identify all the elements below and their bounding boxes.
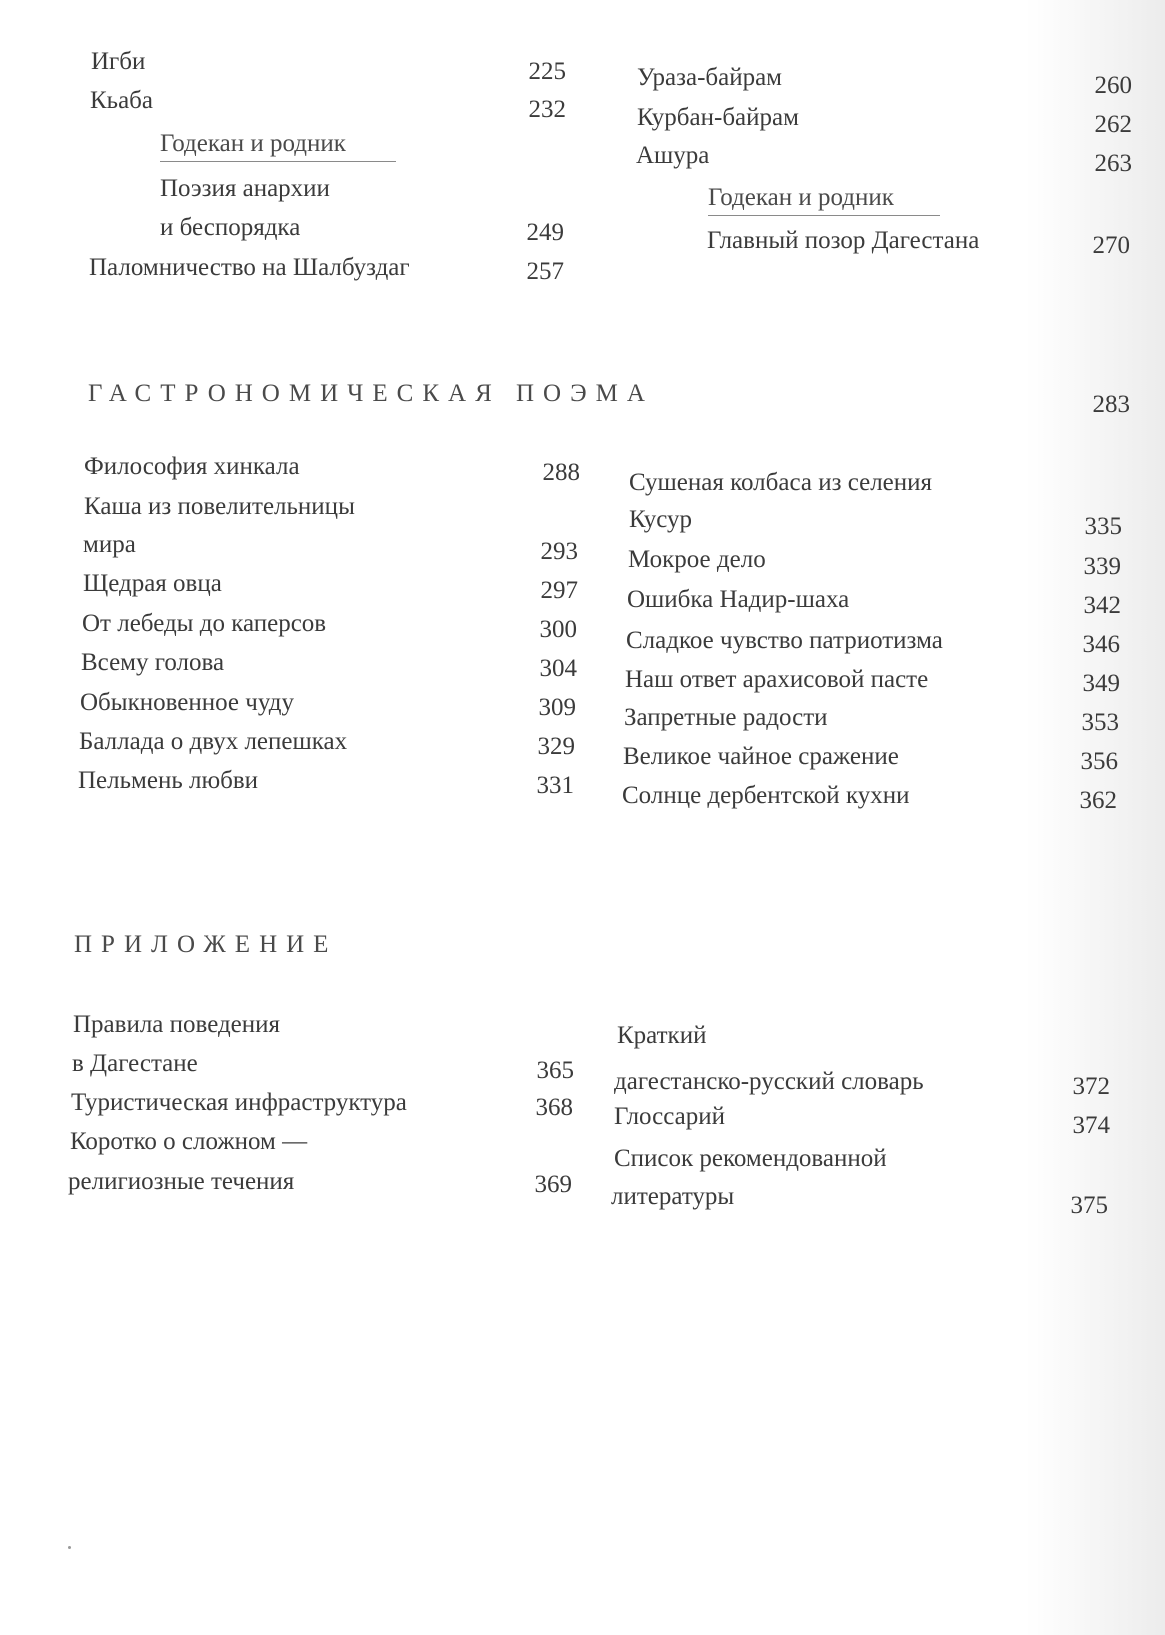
toc-entry-title: Туристическая инфраструктура (71, 1089, 407, 1116)
section-page: 283 (1092, 391, 1130, 418)
toc-entry-title: Щедрая овца (83, 570, 222, 597)
toc-entry-title: Глоссарий (614, 1103, 726, 1130)
toc-entry-page: 342 (1083, 592, 1121, 619)
toc-entry-title: Запретные радости (624, 704, 828, 731)
toc-entry-title: Игби (91, 48, 146, 75)
toc-entry-page: 225 (528, 58, 566, 85)
toc-entry-page: 297 (540, 577, 578, 604)
toc-entry-title: Сладкое чувство патриотизма (626, 627, 943, 654)
toc-entry-page: 249 (526, 219, 564, 246)
toc-entry-title-line2: и беспорядка (160, 214, 301, 241)
toc-entry-page: 375 (1070, 1192, 1108, 1219)
toc-entry-title-line2: Кусур (629, 506, 693, 533)
toc-entry-page: 263 (1094, 150, 1132, 177)
toc-entry-page: 362 (1079, 787, 1117, 814)
subsection-heading: Годекан и родник (160, 129, 396, 162)
toc-entry-page: 288 (542, 459, 580, 486)
subsection-heading: Годекан и родник (708, 183, 940, 216)
toc-entry-page: 346 (1082, 631, 1120, 658)
toc-entry-page: 309 (538, 694, 576, 721)
toc-entry-page: 374 (1072, 1112, 1110, 1139)
toc-entry-title: Мокрое дело (628, 546, 766, 573)
toc-entry-page: 257 (526, 258, 564, 285)
toc-entry-title: Ураза-байрам (637, 64, 783, 91)
toc-entry-page: 300 (539, 616, 577, 643)
toc-entry-title-line1: Сушеная колбаса из селения (629, 469, 933, 496)
toc-entry-page: 339 (1083, 553, 1121, 580)
toc-entry-title: Главный позор Дагестана (707, 227, 980, 254)
toc-entry-title: От лебеды до каперсов (82, 610, 327, 637)
toc-entry-page: 304 (539, 655, 577, 682)
toc-entry-title: Ошибка Надир-шаха (627, 586, 850, 613)
toc-entry-title-line2: мира (83, 531, 136, 558)
toc-entry-title: Курбан-байрам (637, 104, 799, 131)
toc-entry-page: 349 (1082, 670, 1120, 697)
toc-entry-title: Пельмень любви (78, 767, 259, 794)
section-title: ГАСТРОНОМИЧЕСКАЯ ПОЭМА (88, 380, 654, 407)
toc-entry-title: Всему голова (81, 649, 225, 676)
toc-entry-page: 331 (536, 772, 574, 799)
section-title: ПРИЛОЖЕНИЕ (74, 931, 338, 958)
toc-entry-page: 262 (1094, 111, 1132, 138)
toc-entry-title: Кьаба (90, 87, 153, 114)
toc-entry-page: 353 (1081, 709, 1119, 736)
toc-entry-title-line2: религиозные течения (68, 1168, 295, 1195)
toc-entry-page: 365 (536, 1057, 574, 1084)
toc-entry-title: Баллада о двух лепешках (79, 728, 348, 755)
toc-entry-title: Ашура (636, 142, 710, 169)
toc-entry-page: 368 (535, 1094, 573, 1121)
toc-entry-page: 270 (1092, 232, 1130, 259)
toc-entry-page: 329 (537, 733, 575, 760)
toc-entry-title: Обыкновенное чуду (80, 689, 294, 716)
toc-entry-page: 372 (1072, 1073, 1110, 1100)
toc-entry-title-line1: Краткий (617, 1022, 707, 1049)
toc-entry-title-line1: Коротко о сложном — (70, 1128, 308, 1155)
toc-entry-title-line2: дагестанско-русский словарь (614, 1068, 924, 1095)
toc-entry-title-line1: Список рекомендованной (614, 1145, 887, 1172)
toc-entry-title-line1: Поэзия анархии (160, 175, 330, 202)
toc-entry-title-line2: литературы (611, 1183, 735, 1210)
toc-entry-page: 356 (1080, 748, 1118, 775)
toc-entry-page: 260 (1094, 72, 1132, 99)
toc-entry-page: 369 (534, 1171, 572, 1198)
toc-entry-title: Наш ответ арахисовой пасте (625, 666, 929, 693)
toc-entry-page: 293 (540, 538, 578, 565)
toc-entry-title-line2: в Дагестане (72, 1050, 198, 1077)
paper-speck (68, 1546, 71, 1549)
toc-entry-title-line1: Правила поведения (73, 1011, 281, 1038)
toc-entry-page: 335 (1084, 513, 1122, 540)
toc-entry-page: 232 (528, 96, 566, 123)
toc-entry-title: Паломничество на Шалбуздаг (89, 254, 410, 281)
toc-entry-title: Солнце дербентской кухни (622, 782, 910, 809)
toc-entry-title-line1: Каша из повелительницы (84, 493, 355, 520)
toc-entry-title: Философия хинкала (84, 453, 300, 480)
toc-entry-title: Великое чайное сражение (623, 743, 899, 770)
